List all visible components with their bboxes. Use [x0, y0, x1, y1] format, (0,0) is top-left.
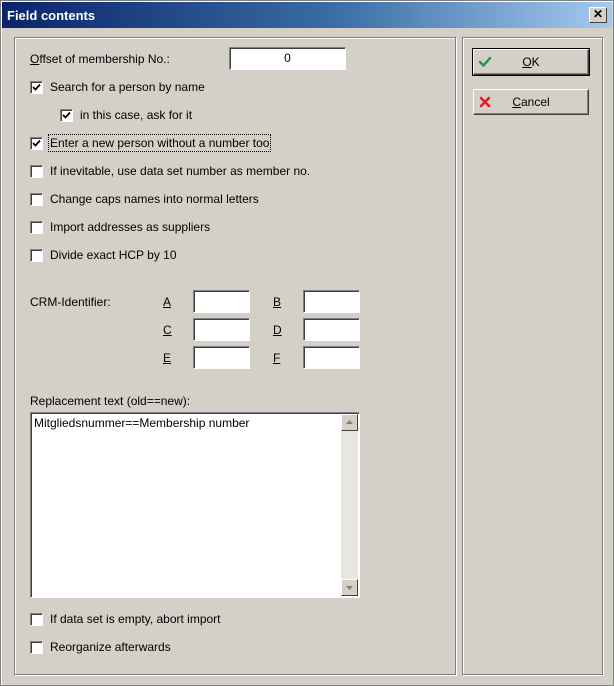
- replacement-text-label: Replacement text (old==new):: [30, 394, 191, 408]
- window-title: Field contents: [7, 8, 96, 23]
- option-label: Enter a new person without a number too: [50, 136, 270, 150]
- checkbox[interactable]: [30, 81, 43, 94]
- replacement-text-area[interactable]: [30, 412, 360, 598]
- option-label: If data set is empty, abort import: [50, 612, 221, 626]
- checkbox[interactable]: [30, 193, 43, 206]
- crm-field-b[interactable]: [303, 290, 360, 313]
- checkbox[interactable]: [30, 613, 43, 626]
- checkbox[interactable]: [30, 641, 43, 654]
- crm-letter-c: C: [163, 323, 172, 337]
- crm-letter-e: E: [163, 351, 172, 365]
- offset-label: Offset of membership No.:: [30, 52, 170, 66]
- arrow-up-icon: [342, 415, 357, 430]
- cancel-button[interactable]: [473, 89, 589, 115]
- crm-field-a[interactable]: [193, 290, 250, 313]
- crm-field-c[interactable]: [193, 318, 250, 341]
- ok-label: OK: [522, 55, 540, 69]
- crm-letter-d: D: [273, 323, 282, 337]
- close-button[interactable]: [589, 7, 607, 23]
- checkbox[interactable]: [30, 137, 43, 150]
- ok-button[interactable]: [473, 49, 589, 75]
- crm-letter-f: F: [273, 351, 281, 365]
- offset-input[interactable]: 0: [229, 47, 346, 70]
- button-panel: [462, 37, 603, 675]
- checkbox[interactable]: [30, 165, 43, 178]
- option-label: Change caps names into normal letters: [50, 192, 259, 206]
- arrow-down-icon: [342, 580, 357, 595]
- scroll-down-button[interactable]: [341, 579, 358, 596]
- vertical-scrollbar[interactable]: [341, 414, 358, 596]
- option-label: Import addresses as suppliers: [50, 220, 211, 234]
- crm-field-e[interactable]: [193, 346, 250, 369]
- close-icon: ✕: [592, 7, 604, 21]
- crm-letter-b: B: [273, 295, 282, 309]
- crm-letter-a: A: [163, 295, 172, 309]
- checkbox[interactable]: [60, 109, 73, 122]
- option-label: Divide exact HCP by 10: [50, 248, 177, 262]
- checkbox[interactable]: [30, 249, 43, 262]
- crm-field-d[interactable]: [303, 318, 360, 341]
- replacement-text-value: Mitgliedsnummer==Membership number: [34, 416, 250, 430]
- scroll-up-button[interactable]: [341, 414, 358, 431]
- option-label: in this case, ask for it: [80, 108, 193, 122]
- title-bar[interactable]: [2, 2, 612, 28]
- option-label: Reorganize afterwards: [50, 640, 171, 654]
- checkbox[interactable]: [30, 221, 43, 234]
- crm-field-f[interactable]: [303, 346, 360, 369]
- crm-identifier-label: CRM-Identifier:: [30, 295, 111, 309]
- option-label: Search for a person by name: [50, 80, 205, 94]
- option-label: If inevitable, use data set number as member no.: [50, 164, 311, 178]
- cancel-label: Cancel: [512, 95, 550, 109]
